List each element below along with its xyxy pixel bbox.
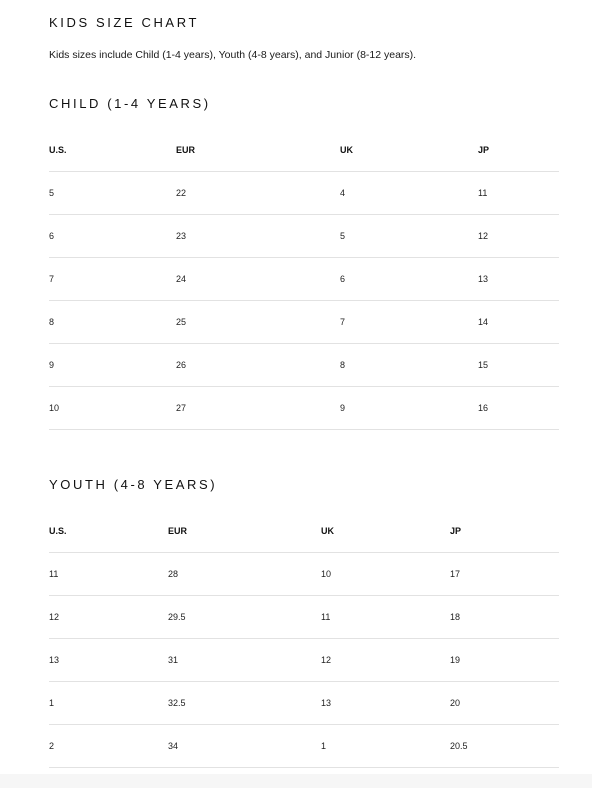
column-header-eur: EUR [176,128,340,172]
cell-us: 12 [49,596,168,639]
cell-eur: 32.5 [168,682,321,725]
cell-uk: 9 [340,387,478,430]
cell-jp: 13 [478,258,559,301]
cell-us: 9 [49,344,176,387]
column-header-eur: EUR [168,509,321,553]
cell-uk: 8 [340,344,478,387]
cell-us: 6 [49,215,176,258]
table-row [49,639,559,682]
cell-jp: 20 [450,682,559,725]
column-header-jp: JP [450,509,559,553]
table-row [49,682,559,725]
cell-us: 1 [49,682,168,725]
youth-section-title: YOUTH (4-8 YEARS) [49,477,218,492]
cell-jp: 14 [478,301,559,344]
column-header-uk: UK [321,509,450,553]
table-row [49,344,559,387]
cell-eur: 31 [168,639,321,682]
page-bottom-band [0,774,592,788]
table-row [49,553,559,596]
table-row [49,215,559,258]
cell-jp: 17 [450,553,559,596]
cell-us: 8 [49,301,176,344]
cell-eur: 29.5 [168,596,321,639]
column-header-jp: JP [478,128,559,172]
page-title: KIDS SIZE CHART [49,15,200,30]
cell-uk: 6 [340,258,478,301]
cell-uk: 11 [321,596,450,639]
cell-jp: 20.5 [450,725,559,768]
cell-eur: 34 [168,725,321,768]
cell-us: 11 [49,553,168,596]
cell-uk: 7 [340,301,478,344]
table-header-row [49,509,559,553]
cell-us: 5 [49,172,176,215]
table-row [49,172,559,215]
cell-uk: 4 [340,172,478,215]
cell-eur: 25 [176,301,340,344]
cell-eur: 27 [176,387,340,430]
cell-uk: 10 [321,553,450,596]
cell-us: 13 [49,639,168,682]
cell-uk: 5 [340,215,478,258]
cell-us: 2 [49,725,168,768]
cell-eur: 23 [176,215,340,258]
youth-size-table [49,509,559,768]
cell-jp: 18 [450,596,559,639]
column-header-us: U.S. [49,128,176,172]
cell-uk: 12 [321,639,450,682]
cell-us: 10 [49,387,176,430]
cell-jp: 19 [450,639,559,682]
table-row [49,258,559,301]
table-row [49,596,559,639]
table-row [49,301,559,344]
cell-uk: 13 [321,682,450,725]
table-row [49,387,559,430]
column-header-uk: UK [340,128,478,172]
cell-jp: 12 [478,215,559,258]
column-header-us: U.S. [49,509,168,553]
child-size-table [49,128,559,430]
table-row [49,725,559,768]
cell-eur: 24 [176,258,340,301]
cell-jp: 15 [478,344,559,387]
child-section-title: CHILD (1-4 YEARS) [49,96,211,111]
cell-us: 7 [49,258,176,301]
cell-jp: 11 [478,172,559,215]
table-header-row [49,128,559,172]
cell-uk: 1 [321,725,450,768]
cell-jp: 16 [478,387,559,430]
intro-text: Kids sizes include Child (1-4 years), Youth (4-8 years), and Junior (8-12 years). [49,49,417,61]
cell-eur: 26 [176,344,340,387]
cell-eur: 22 [176,172,340,215]
cell-eur: 28 [168,553,321,596]
